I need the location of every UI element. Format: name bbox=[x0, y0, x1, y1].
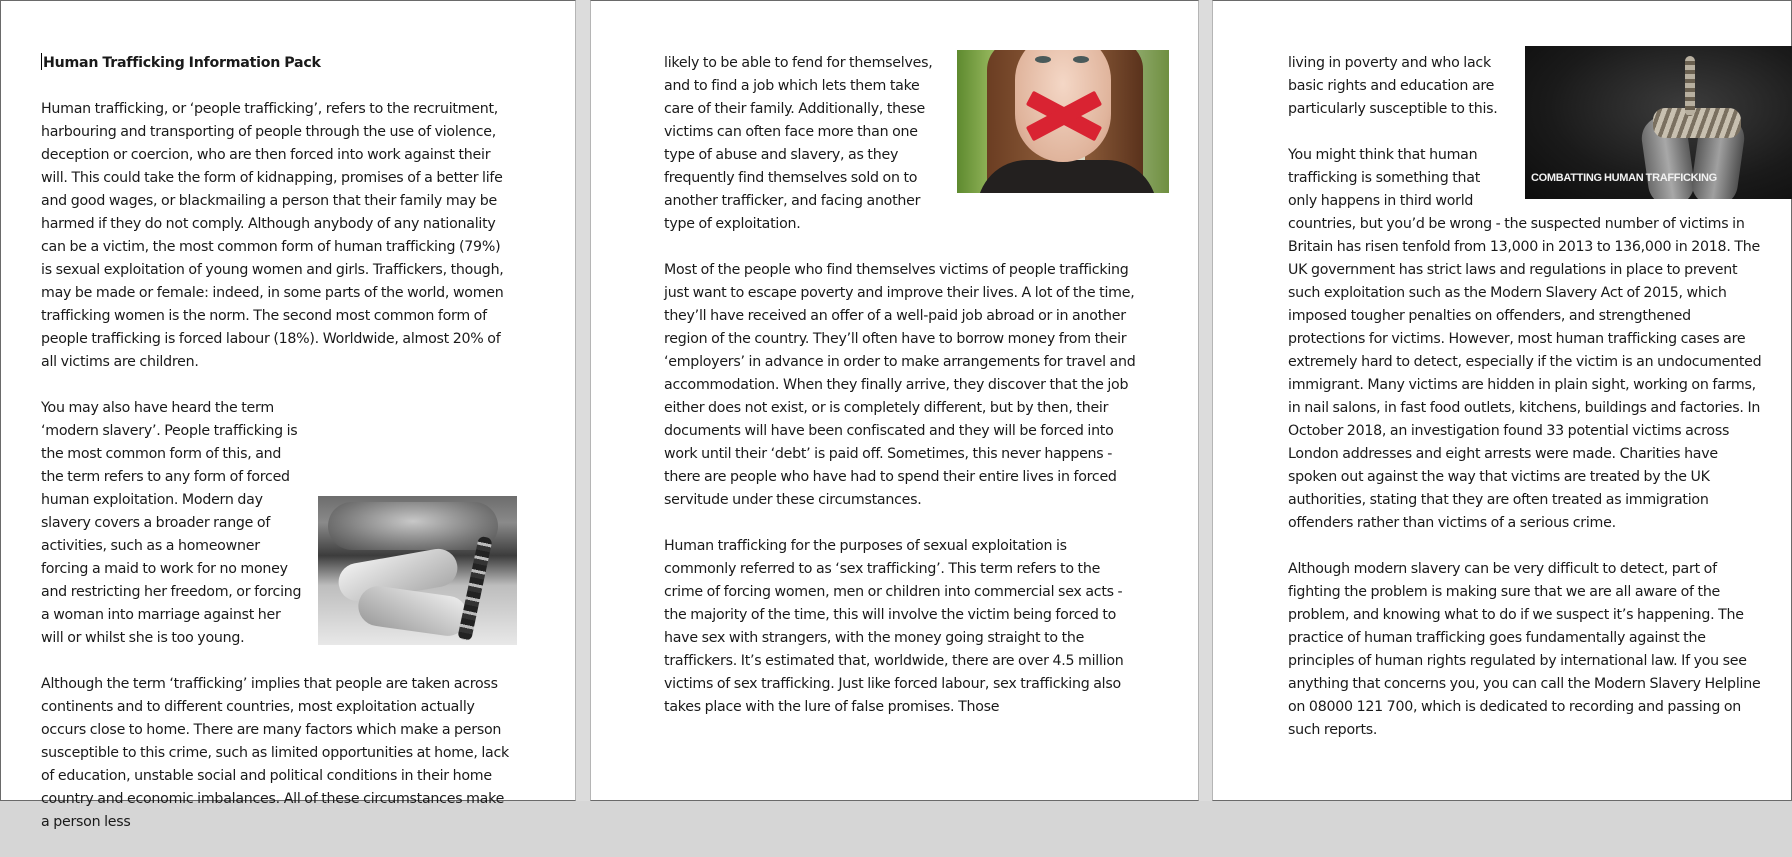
document-page-2[interactable] bbox=[590, 0, 1199, 801]
chain-shape bbox=[457, 536, 493, 642]
page-1-paragraph-2-text: You may also have heard the term ‘modern slavery’. People trafficking is the most common form of this, and the term refers to any form of forced human exploitation. Modern day slavery covers a broader range of activities, such as a homeowner forcing a maid to work for no money and restricting her freedom, or forcing a woman into marriage against her will or whilst she is too young. bbox=[41, 400, 302, 646]
document-title-text: Human Trafficking Information Pack bbox=[43, 55, 321, 71]
eye-shape bbox=[1035, 56, 1051, 63]
page-3-paragraph-3[interactable]: Although modern slavery can be very difficult to detect, part of fighting the problem is making sure that we are all aware of the problem, and knowing what to do if we suspect it’s happening. The practice of human trafficking goes fundamentally against the principles of human rights regulated by international law. If you see anything that concerns you, you can call the Modern Slavery Helpline on 08000 121 700, which is dedicated to recording and passing on such reports. bbox=[1288, 561, 1761, 738]
eye-shape bbox=[1073, 56, 1089, 63]
page-1-paragraph-2[interactable] bbox=[41, 397, 509, 650]
page-1-paragraph-3[interactable]: Although the term ‘trafficking’ implies that people are taken across continents and to different countries, most exploitation actually occurs close to home. There are many factors which make a person susceptible to this crime, such as limited opportunities at home, lack of education, unstable social and political conditions in their home country and economic imbalances. All of these circumstances make a person less bbox=[41, 676, 510, 830]
document-page-3[interactable] bbox=[1212, 0, 1792, 801]
page-2-paragraph-3[interactable]: Human trafficking for the purposes of sexual exploitation is commonly referred to as ‘sex trafficking’. This term refers to the crime of forcing women, men or children into commercial sex acts - the majority of the time, this will involve the victim being forced to have sex with strangers, with the money going straight to the traffickers. It’s estimated that, worldwide, there are over 4.5 million victims of sex trafficking. Just like forced labour, sex trafficking also takes place with the lure of false promises. Those bbox=[664, 538, 1124, 715]
page-3-paragraph-1[interactable]: living in poverty and who lack basic rights and education are particularly susceptible to this. bbox=[1288, 55, 1498, 117]
page-2-paragraph-1-text: likely to be able to fend for themselves, and to find a job which lets them take care of their family. Additionally, these victims can often face more than one type of abuse and slavery, as they frequently find themselves sold on to another trafficker, and facing another type of exploitation. bbox=[664, 55, 933, 232]
page-3-paragraph-2[interactable]: You might think that human trafficking is something that only happens in third world countries, but you’d be wrong - the suspected number of victims in Britain has risen tenfold from 13,000 in 2013 to 136,000 in 2018. The UK government has strict laws and regulations in place to prevent such exploitation such as the Modern Slavery Act of 2015, which imposed tougher penalties on offenders, and strengthened protections for victims. However, most human trafficking cases are extremely hard to detect, especially if the victim is an undocumented immigrant. Many victims are hidden in plain sight, working on farms, in nail salons, in fast food outlets, kitchens, buildings and factories. In October 2018, an investigation found 33 potential victims across London addresses and eight arrests were made. Charities have spoken out against the way that victims are treated by the UK authorities, stating that they are often treated as immigration offenders rather than victims of a serious crime. bbox=[1288, 147, 1762, 531]
text-cursor bbox=[41, 53, 42, 70]
page-1-text[interactable] bbox=[41, 52, 509, 857]
rope-shape bbox=[1653, 108, 1741, 138]
page-gap-1 bbox=[576, 0, 590, 801]
image-caption: COMBATTING HUMAN TRAFFICKING bbox=[1531, 172, 1717, 184]
page-gap-2 bbox=[1199, 0, 1212, 801]
page-3-text[interactable] bbox=[1288, 52, 1764, 765]
hand-shape bbox=[356, 584, 470, 639]
taped-mouth-woman-image[interactable] bbox=[957, 50, 1169, 193]
chained-hands-image[interactable] bbox=[318, 496, 517, 645]
coat-shape bbox=[977, 160, 1157, 193]
page-1-paragraph-1[interactable]: Human trafficking, or ‘people trafficking’, refers to the recruitment, harbouring and transporting of people through the use of violence, deception or coercion, who are then forced into work against their will. This could take the form of kidnapping, promises of a better life and good wages, or blackmailing a person that their family may be harmed if they do not comply. Although anybody of any nationality can be a victim, the most common form of human trafficking (79%) is sexual exploitation of young women and girls. Traffickers, though, may be made or female: indeed, in some parts of the world, women trafficking women is the norm. The second most common form of people trafficking is forced labour (18%). Worldwide, almost 20% of all victims are children. bbox=[41, 101, 504, 370]
document-page-1[interactable] bbox=[0, 0, 576, 830]
document-title[interactable] bbox=[41, 52, 509, 75]
page-2-text[interactable] bbox=[664, 52, 1140, 742]
page-2-paragraph-1[interactable] bbox=[664, 52, 1140, 236]
pillow-shape bbox=[328, 502, 498, 550]
page-2-paragraph-2[interactable]: Most of the people who find themselves victims of people trafficking just want to escape poverty and improve their lives. A lot of the time, they’ll have received an offer of a well-paid job abroad or in another region of the country. They’ll often have to borrow money from their ‘employers’ in advance in order to make arrangements for travel and accommodation. When they finally arrive, they discover that the job either does not exist, or is completely different, but by then, their documents will have been confiscated and they will be forced into work until their ‘debt’ is paid off. Sometimes, this never happens - there are people who have had to spend their entire lives in forced servitude under these circumstances. bbox=[664, 262, 1136, 508]
page-3-float-block bbox=[1288, 52, 1764, 535]
combatting-trafficking-image[interactable] bbox=[1525, 46, 1792, 199]
rope-shape bbox=[1685, 56, 1695, 116]
